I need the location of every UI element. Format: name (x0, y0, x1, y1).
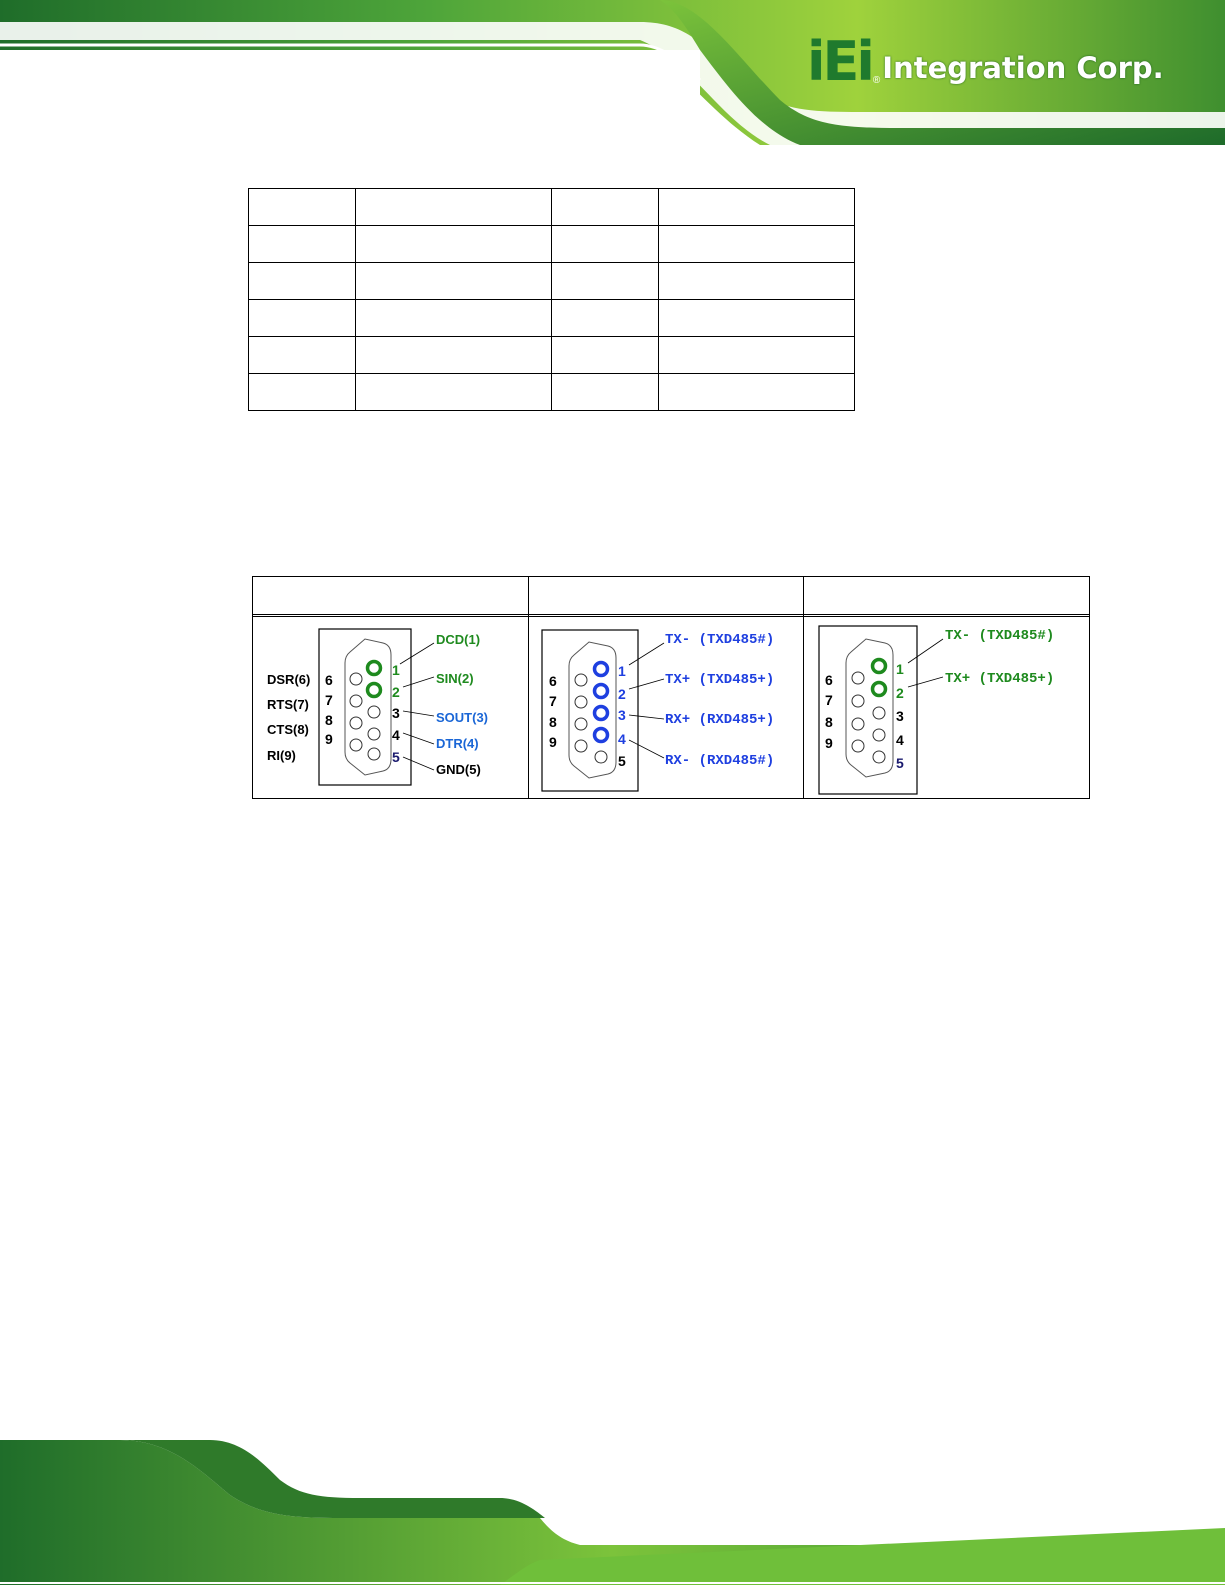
table-cell (249, 300, 356, 337)
pin-number: 7 (825, 692, 833, 708)
leader-line (403, 677, 434, 687)
pin-circle (575, 696, 587, 708)
pin-number: 6 (325, 672, 333, 688)
pin-circle (368, 684, 381, 697)
signal-label: TX+ (TXD485+) (665, 672, 775, 688)
table-cell (356, 337, 552, 374)
footer-decoration (0, 1440, 1225, 1585)
company-logo (807, 30, 1164, 93)
signal-label: TX- (TXD485#) (665, 632, 775, 648)
table-cell (659, 226, 855, 263)
rs485-connector-diagram (819, 626, 1054, 794)
registered-mark: ® (872, 75, 881, 86)
pinout-table (248, 188, 855, 411)
table-cell (249, 374, 356, 411)
pin-circle (873, 660, 886, 673)
leader-line (629, 740, 664, 758)
signal-label: GND(5) (436, 762, 481, 777)
pin-number: 8 (549, 714, 557, 730)
table-cell (249, 226, 356, 263)
pin-circle (368, 748, 380, 760)
pin-number: 9 (325, 731, 333, 747)
table-cell (249, 189, 356, 226)
pin-number: 9 (549, 734, 557, 750)
pin-number: 5 (392, 749, 400, 765)
table-cell (356, 226, 552, 263)
pin-circle (350, 695, 362, 707)
pin-circle (575, 674, 587, 686)
d-sub-shell (846, 639, 893, 777)
pin-circle (350, 717, 362, 729)
table-cell (552, 300, 659, 337)
pin-circle (575, 740, 587, 752)
pin-number: 1 (392, 662, 400, 678)
table-cell (552, 374, 659, 411)
pin-circle (873, 729, 885, 741)
signal-label: TX+ (TXD485+) (945, 671, 1055, 687)
signal-label: CTS(8) (267, 722, 309, 737)
signal-label: DSR(6) (267, 672, 311, 687)
pin-number: 7 (549, 693, 557, 709)
pin-number: 3 (392, 705, 400, 721)
pin-number: 1 (896, 661, 904, 677)
pin-number: 3 (896, 708, 904, 724)
table-cell (659, 189, 855, 226)
leader-line (400, 643, 434, 664)
leader-line (403, 757, 434, 770)
pin-number: 6 (825, 672, 833, 688)
leader-line (629, 715, 664, 719)
signal-label: RX- (RXD485#) (665, 753, 775, 769)
leader-line (629, 679, 664, 689)
pin-circle (350, 673, 362, 685)
leader-line (403, 711, 434, 716)
pin-circle (852, 695, 864, 707)
table-row (249, 374, 855, 411)
pin-number: 3 (618, 707, 626, 723)
table-cell (356, 263, 552, 300)
pin-number: 4 (618, 731, 626, 747)
table-cell (249, 337, 356, 374)
company-name: Integration Corp. (882, 51, 1164, 85)
table-row (249, 226, 855, 263)
table-cell (356, 374, 552, 411)
pin-circle (852, 740, 864, 752)
pin-circle (873, 683, 886, 696)
pin-number: 4 (896, 732, 904, 748)
signal-label: RTS(7) (267, 697, 309, 712)
pin-circle (873, 751, 885, 763)
signal-label: DTR(4) (436, 736, 479, 751)
leader-line (908, 639, 943, 663)
table-row (249, 337, 855, 374)
table-cell (552, 263, 659, 300)
pin-number: 9 (825, 735, 833, 751)
signal-label: RX+ (RXD485+) (665, 712, 775, 728)
pin-circle (575, 718, 587, 730)
signal-label: TX- (TXD485#) (945, 628, 1055, 644)
pin-number: 5 (896, 755, 904, 771)
rs422-connector-diagram (542, 630, 774, 791)
pin-circle (595, 707, 608, 720)
pin-circle (595, 729, 608, 742)
table-cell (552, 337, 659, 374)
signal-label: RI(9) (267, 748, 296, 763)
pin-number: 2 (618, 686, 626, 702)
pin-circle (350, 739, 362, 751)
pin-circle (852, 718, 864, 730)
pin-circle (368, 706, 380, 718)
table-row (249, 263, 855, 300)
table-cell (552, 189, 659, 226)
signal-label: DCD(1) (436, 632, 481, 647)
pin-circle (368, 662, 381, 675)
table-cell (552, 226, 659, 263)
pin-number: 2 (896, 685, 904, 701)
pin-circle (368, 728, 380, 740)
pin-circle (595, 685, 608, 698)
pin-circle (595, 663, 608, 676)
pin-number: 7 (325, 692, 333, 708)
signal-label: SOUT(3) (436, 710, 488, 725)
d-sub-shell (569, 642, 616, 778)
table-cell (356, 300, 552, 337)
connector-diagrams (253, 577, 1089, 798)
pin-number: 2 (392, 684, 400, 700)
pin-number: 8 (325, 712, 333, 728)
pin-circle (595, 751, 607, 763)
table-cell (356, 189, 552, 226)
rs232-connector-diagram (267, 629, 488, 785)
pin-number: 1 (618, 663, 626, 679)
pin-circle (873, 707, 885, 719)
logo-mark: iEi (807, 30, 872, 93)
pin-number: 6 (549, 673, 557, 689)
table-cell (659, 337, 855, 374)
pin-number: 8 (825, 714, 833, 730)
pin-number: 5 (618, 753, 626, 769)
connector-figure-table (252, 576, 1090, 799)
leader-line (403, 733, 434, 744)
table-cell (659, 300, 855, 337)
signal-label: SIN(2) (436, 671, 474, 686)
table-row (249, 300, 855, 337)
table-cell (249, 263, 356, 300)
pin-number: 4 (392, 727, 400, 743)
pin-circle (852, 672, 864, 684)
leader-line (629, 643, 664, 665)
table-cell (659, 263, 855, 300)
table-row (249, 189, 855, 226)
leader-line (908, 677, 943, 687)
table-cell (659, 374, 855, 411)
